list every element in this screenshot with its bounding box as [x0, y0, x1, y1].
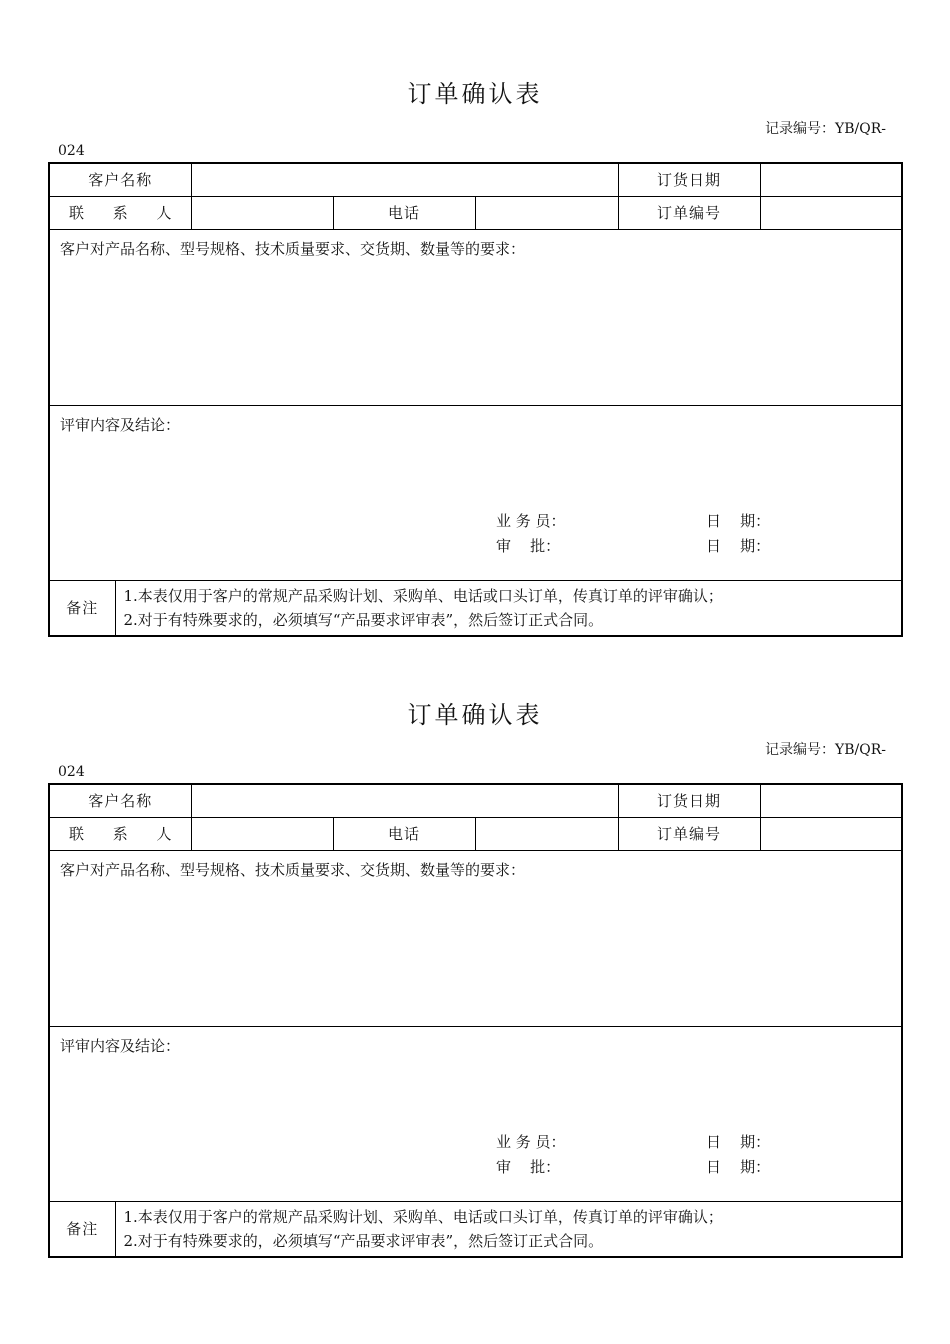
requirements-label: 客户对产品名称、型号规格、技术质量要求、交货期、数量等的要求： — [60, 860, 526, 879]
requirements-field[interactable] — [49, 229, 902, 405]
record-number-suffix: 024 — [58, 764, 85, 780]
remarks-content — [115, 1201, 902, 1257]
date-label: 日 期： — [706, 1157, 771, 1176]
remark-line: 2.对于有特殊要求的，必须填写“产品要求评审表”，然后签订正式合同。 — [123, 610, 604, 629]
contact-field[interactable] — [191, 817, 333, 850]
review-label: 评审内容及结论： — [60, 415, 181, 434]
date-label: 日 期： — [706, 1132, 771, 1151]
order-table — [48, 783, 903, 1258]
approval-label: 审 批： — [496, 1157, 561, 1176]
review-field[interactable] — [49, 1026, 902, 1201]
customer-name-label: 客户名称 — [49, 163, 191, 196]
record-number-suffix: 024 — [58, 143, 85, 159]
customer-name-field[interactable] — [191, 163, 618, 196]
remarks-label: 备注 — [49, 580, 115, 636]
phone-label: 电话 — [333, 196, 475, 229]
contact-label: 联 系 人 — [49, 196, 191, 229]
review-field[interactable] — [49, 405, 902, 580]
contact-label: 联 系 人 — [49, 817, 191, 850]
remarks-label: 备注 — [49, 1201, 115, 1257]
order-date-label: 订货日期 — [618, 163, 760, 196]
review-label: 评审内容及结论： — [60, 1036, 181, 1055]
order-number-field[interactable] — [760, 817, 902, 850]
record-number-label: 记录编号：YB/QR- — [765, 742, 886, 758]
date-label: 日 期： — [706, 536, 771, 555]
order-number-field[interactable] — [760, 196, 902, 229]
remark-line: 1.本表仅用于客户的常规产品采购计划、采购单、电话或口头订单，传真订单的评审确认； — [123, 586, 723, 605]
customer-name-label: 客户名称 — [49, 784, 191, 817]
form-title: 订单确认表 — [407, 701, 543, 729]
requirements-field[interactable] — [49, 850, 902, 1026]
order-date-field[interactable] — [760, 163, 902, 196]
phone-label: 电话 — [333, 817, 475, 850]
approval-label: 审 批： — [496, 536, 561, 555]
requirements-label: 客户对产品名称、型号规格、技术质量要求、交货期、数量等的要求： — [60, 239, 526, 258]
form-title: 订单确认表 — [407, 80, 543, 108]
order-confirmation-form-2 — [0, 621, 950, 1261]
salesperson-label: 业 务 员： — [496, 511, 566, 530]
order-table — [48, 162, 903, 637]
order-date-field[interactable] — [760, 784, 902, 817]
order-number-label: 订单编号 — [618, 196, 760, 229]
order-confirmation-form-1 — [0, 0, 950, 640]
date-label: 日 期： — [706, 511, 771, 530]
remark-line: 2.对于有特殊要求的，必须填写“产品要求评审表”，然后签订正式合同。 — [123, 1231, 604, 1250]
contact-field[interactable] — [191, 196, 333, 229]
order-date-label: 订货日期 — [618, 784, 760, 817]
phone-field[interactable] — [475, 817, 618, 850]
customer-name-field[interactable] — [191, 784, 618, 817]
salesperson-label: 业 务 员： — [496, 1132, 566, 1151]
phone-field[interactable] — [475, 196, 618, 229]
record-number-label: 记录编号：YB/QR- — [765, 121, 886, 137]
remark-line: 1.本表仅用于客户的常规产品采购计划、采购单、电话或口头订单，传真订单的评审确认； — [123, 1207, 723, 1226]
order-number-label: 订单编号 — [618, 817, 760, 850]
